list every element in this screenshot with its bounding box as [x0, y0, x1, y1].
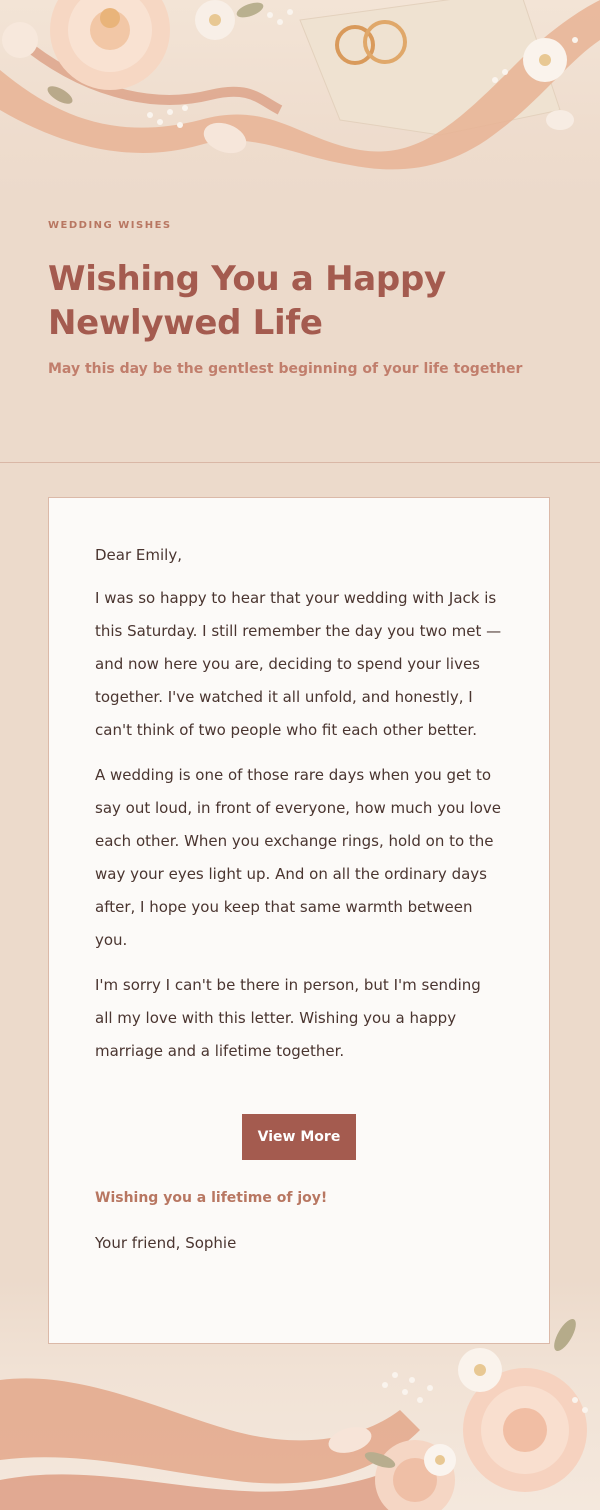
title-line-1: Wishing You a Happy — [48, 259, 446, 299]
letter-salutation: Dear Emily, — [95, 546, 182, 564]
section-divider — [0, 462, 600, 463]
letter-paragraph-3: I'm sorry I can't be there in person, but I'm sending all my love with this letter. Wishing you a happy marriage and a lifetime together. — [95, 976, 481, 1060]
top-decor-image — [0, 0, 600, 200]
title-line-2: Newlywed Life — [48, 303, 323, 343]
view-more-button[interactable]: View More — [242, 1114, 356, 1160]
letter-signoff: Your friend, Sophie — [95, 1234, 237, 1252]
letter-closing: Wishing you a lifetime of joy! — [95, 1190, 328, 1206]
letter-card — [48, 497, 550, 1344]
letter-paragraph-1: I was so happy to hear that your wedding with Jack is this Saturday. I still remember the day you two met — and now here you are, deciding to spend your lives together. I've watched it all unfold, and honestly, I can't think of two people who fit each other better. — [95, 589, 502, 739]
letter-paragraph-2: A wedding is one of those rare days when you get to say out loud, in front of everyone, how much you love each other. When you exchange rings, hold on to the way your eyes light up. And on all the ordinary days after, I hope you keep that same warmth between you. — [95, 766, 501, 949]
page-subtitle: May this day be the gentlest beginning of your life together — [48, 361, 523, 377]
eyebrow-label: WEDDING WISHES — [48, 220, 172, 231]
flowers-rings-illustration — [0, 0, 600, 200]
cta-wrapper — [95, 1114, 503, 1160]
page-title — [48, 257, 568, 345]
header — [48, 220, 568, 377]
